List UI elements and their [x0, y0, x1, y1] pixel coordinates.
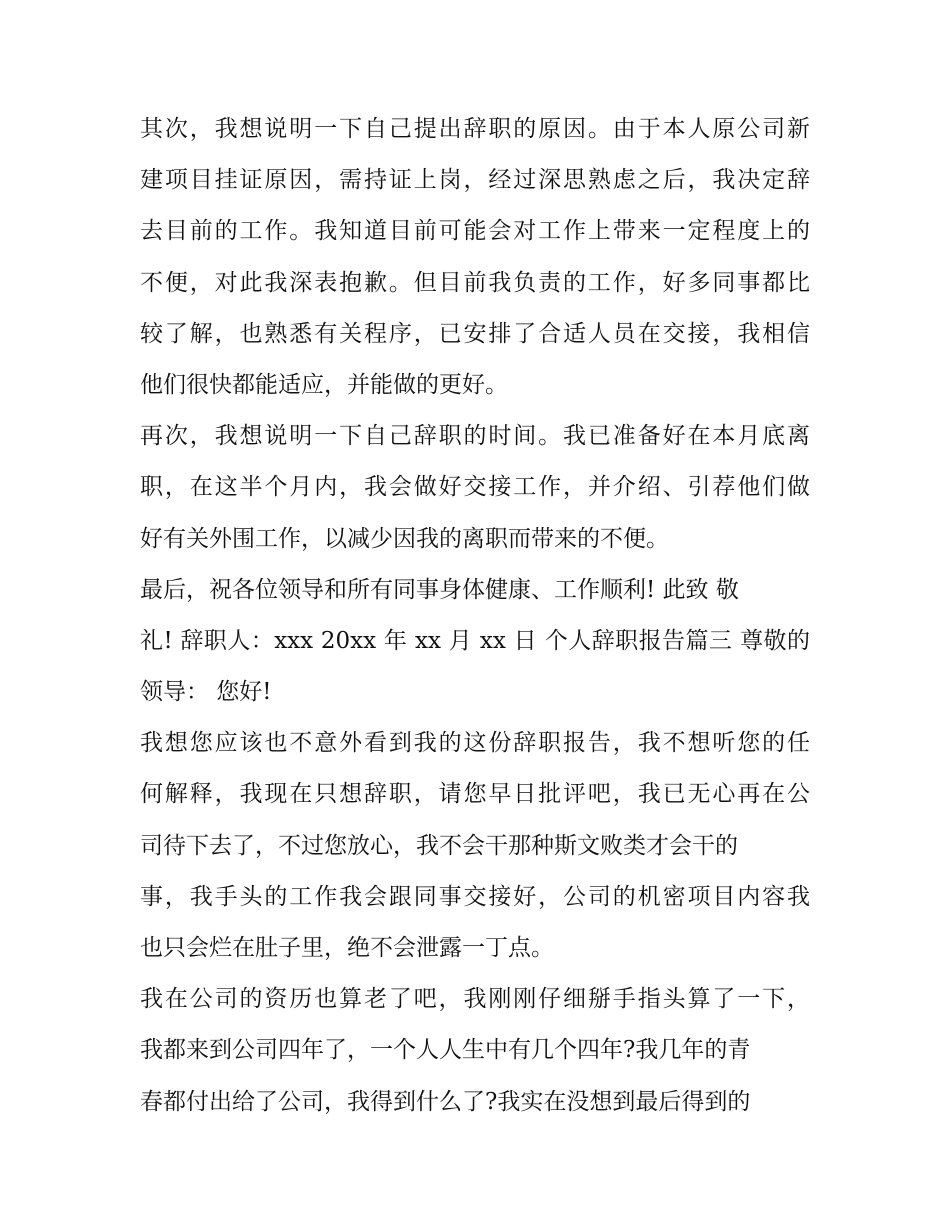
text-line: 也只会烂在肚子里，绝不会泄露一丁点。	[140, 935, 554, 961]
text-line: 我想您应该也不意外看到我的这份辞职报告，我不想听您的任	[140, 730, 810, 757]
text-line: 司待下去了，不过您放心，我不会干那种斯文败类才会干的	[140, 832, 738, 859]
text-line: 建项目挂证原因，需持证上岗，经过深思熟虑之后，我决定辞	[140, 167, 810, 194]
text-line: 何解释，我现在只想辞职，请您早日批评吧，我已无心再在公	[140, 781, 810, 808]
text-line: 其次，我想说明一下自己提出辞职的原因。由于本人原公司新	[140, 116, 810, 142]
text-line: 最后，祝各位领导和所有同事身体健康、工作顺利! 此致 敬	[140, 576, 739, 603]
text-line: 职，在这半个月内，我会做好交接工作，并介绍、引荐他们做	[140, 474, 810, 501]
text-line: 领导： 您好!	[140, 679, 272, 706]
text-line: 他们很快都能适应，并能做的更好。	[140, 371, 508, 398]
text-line: 去目前的工作。我知道目前可能会对工作上带来一定程度上的	[140, 218, 810, 245]
text-line: 我在公司的资历也算老了吧，我刚刚仔细掰手指头算了一下，	[140, 986, 810, 1013]
text-line: 较了解，也熟悉有关程序，已安排了合适人员在交接，我相信	[140, 320, 810, 347]
document-body	[140, 104, 810, 1128]
text-line: 事，我手头的工作我会跟同事交接好，公司的机密项目内容我	[140, 883, 810, 910]
text-line: 礼! 辞职人：xxx 20xx 年 xx 月 xx 日 个人辞职报告篇三 尊敬的	[140, 627, 810, 654]
text-line: 好有关外围工作，以减少因我的离职而带来的不便。	[140, 525, 669, 552]
text-line: 不便，对此我深表抱歉。但目前我负责的工作，好多同事都比	[140, 269, 810, 296]
text-line: 我都来到公司四年了，一个人人生中有几个四年?我几年的青	[140, 1037, 751, 1064]
text-line: 春都付出给了公司，我得到什么了?我实在没想到最后得到的	[140, 1088, 751, 1115]
text-line: 再次，我想说明一下自己辞职的时间。我已准备好在本月底离	[140, 423, 810, 450]
